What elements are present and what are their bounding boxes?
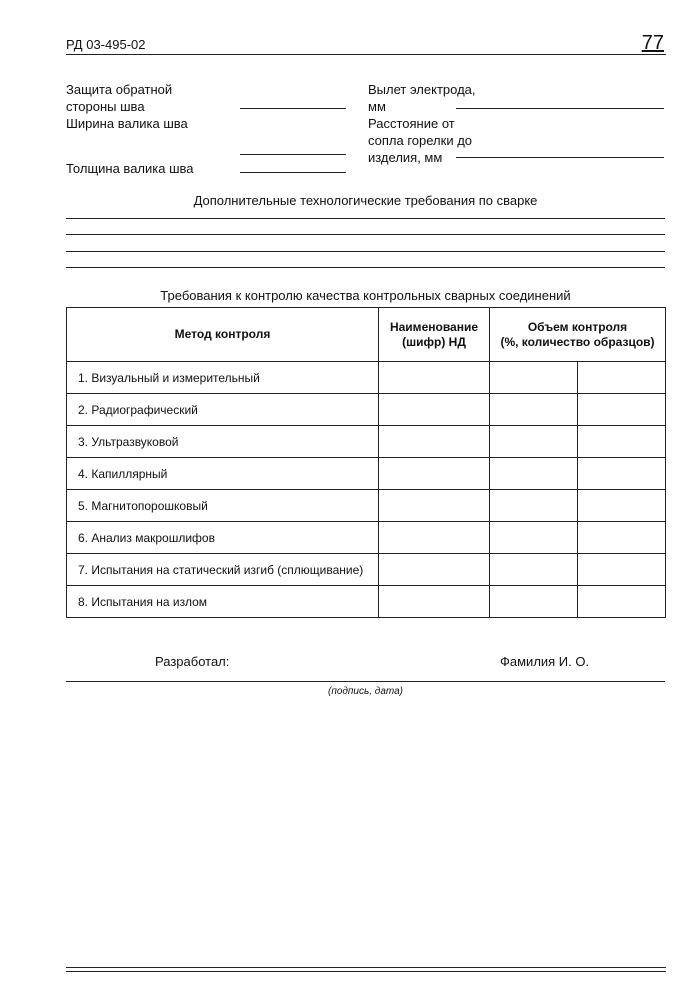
nd-cell[interactable] [379, 394, 490, 426]
table-row [67, 426, 666, 458]
footer-rule-bottom [66, 971, 666, 972]
table-row [67, 490, 666, 522]
additional-requirements-line-2[interactable] [66, 234, 665, 235]
method-cell: 4. Капиллярный [67, 458, 379, 490]
nozzle-distance-field[interactable] [456, 157, 664, 158]
page-number: 77 [641, 32, 664, 54]
nd-cell[interactable] [379, 458, 490, 490]
method-cell: 5. Магнитопорошковый [67, 490, 379, 522]
nozzle-distance-label-line1: Расстояние от [368, 116, 455, 131]
method-cell: 7. Испытания на статический изгиб (сплющивание) [67, 554, 379, 586]
additional-requirements-line-4[interactable] [66, 267, 665, 268]
quality-control-title: Требования к контролю качества контрольных сварных соединений [160, 288, 571, 303]
root-protection-label-line1: Защита обратной [66, 82, 173, 97]
header-rule [66, 54, 666, 55]
nd-header: Наименование (шифр) НД [379, 308, 490, 362]
root-protection-label-line2: стороны шва [66, 99, 145, 114]
additional-requirements-line-1[interactable] [66, 218, 665, 219]
table-row [67, 362, 666, 394]
electrode-stickout-label-line2: мм [368, 99, 386, 114]
nd-cell[interactable] [379, 522, 490, 554]
scope-count-cell[interactable] [578, 362, 666, 394]
scope-percent-cell[interactable] [490, 458, 578, 490]
scope-percent-cell[interactable] [490, 426, 578, 458]
nozzle-distance-label-line2: сопла горелки до [368, 133, 473, 148]
table-row [67, 586, 666, 618]
scope-header: Объем контроля (%, количество образцов) [490, 308, 666, 362]
footer-rule-top [66, 967, 666, 968]
quality-control-table [66, 307, 666, 618]
bead-thickness-field[interactable] [240, 172, 346, 173]
scope-count-cell[interactable] [578, 522, 666, 554]
nd-cell[interactable] [379, 426, 490, 458]
scope-percent-cell[interactable] [490, 522, 578, 554]
additional-requirements-line-3[interactable] [66, 251, 665, 252]
bead-width-label: Ширина валика шва [66, 116, 188, 131]
electrode-stickout-label-line1: Вылет электрода, [368, 82, 476, 97]
scope-count-cell[interactable] [578, 586, 666, 618]
bead-thickness-label: Толщина валика шва [66, 161, 194, 176]
scope-percent-cell[interactable] [490, 490, 578, 522]
electrode-stickout-field[interactable] [456, 108, 664, 109]
root-protection-field[interactable] [240, 108, 346, 109]
scope-count-cell[interactable] [578, 458, 666, 490]
table-row [67, 522, 666, 554]
table-header-row [67, 308, 666, 362]
method-cell: 1. Визуальный и измерительный [67, 362, 379, 394]
signature-line[interactable] [66, 681, 665, 682]
method-cell: 6. Анализ макрошлифов [67, 522, 379, 554]
method-cell: 2. Радиографический [67, 394, 379, 426]
table-row [67, 394, 666, 426]
method-cell: 3. Ультразвуковой [67, 426, 379, 458]
bead-width-field[interactable] [240, 154, 346, 155]
scope-count-cell[interactable] [578, 426, 666, 458]
nd-cell[interactable] [379, 554, 490, 586]
scope-percent-cell[interactable] [490, 362, 578, 394]
nozzle-distance-label-line3: изделия, мм [368, 150, 443, 165]
table-row [67, 458, 666, 490]
scope-count-cell[interactable] [578, 554, 666, 586]
signature-caption: (подпись, дата) [328, 686, 403, 697]
method-header: Метод контроля [67, 308, 379, 362]
scope-percent-cell[interactable] [490, 394, 578, 426]
additional-requirements-title: Дополнительные технологические требования по сварке [193, 193, 538, 208]
nd-cell[interactable] [379, 490, 490, 522]
table-row [67, 554, 666, 586]
document-code: РД 03-495-02 [66, 37, 146, 52]
scope-percent-cell[interactable] [490, 586, 578, 618]
scope-count-cell[interactable] [578, 490, 666, 522]
scope-percent-cell[interactable] [490, 554, 578, 586]
scope-count-cell[interactable] [578, 394, 666, 426]
nd-cell[interactable] [379, 586, 490, 618]
developed-by-label: Разработал: [155, 654, 230, 669]
nd-cell[interactable] [379, 362, 490, 394]
developer-name: Фамилия И. О. [500, 654, 590, 669]
method-cell: 8. Испытания на излом [67, 586, 379, 618]
